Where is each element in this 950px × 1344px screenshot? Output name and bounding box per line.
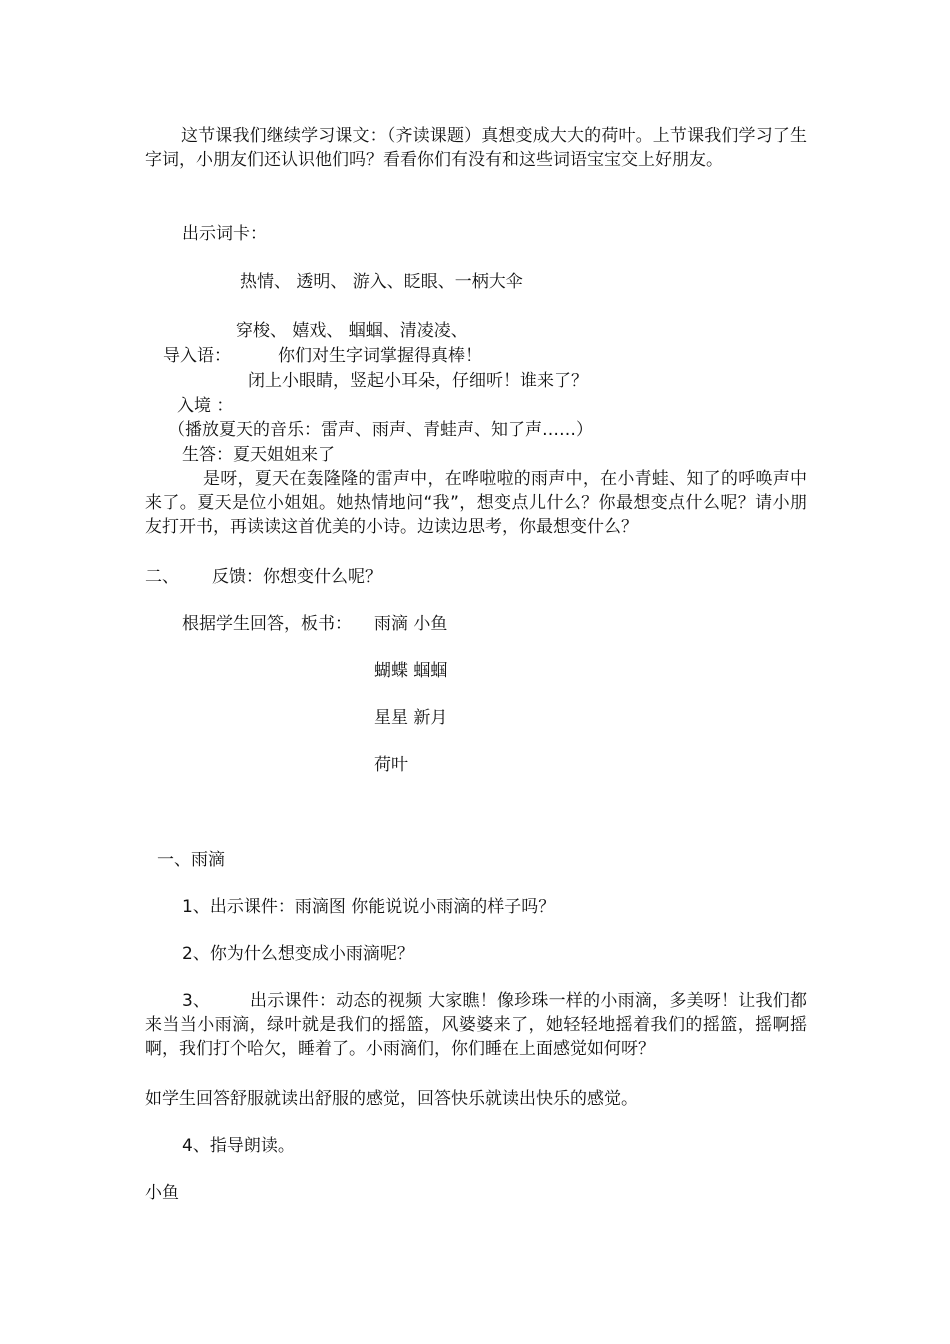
- item-4: 4、指导朗读。: [182, 1136, 295, 1156]
- item-2: 2、你为什么想变成小雨滴呢？: [182, 944, 414, 964]
- word-cards-row-1: 热情、 透明、 游入、眨眼、一柄大伞: [240, 272, 523, 292]
- item-3-paragraph: 出示课件：动态的视频 大家瞧！像珍珠一样的小雨滴，多美呀！让我们都来当当小雨滴，绿叶就是我们的摇篮，风婆婆来了，她轻轻地摇着我们的摇篮，摇啊摇啊，我们打个哈欠，睡着了。小雨滴们，你们睡在上面感觉如何呀？: [145, 991, 807, 1059]
- section-2-number: 二、: [145, 567, 179, 587]
- board-line-3: 星星 新月: [374, 708, 448, 728]
- section-2-heading: 反馈：你想变什么呢？: [212, 567, 382, 587]
- student-answer-line: 生答：夏天姐姐来了: [182, 445, 335, 465]
- word-cards-row-2: 穿梭、 嬉戏、 蝈蝈、清凌凌、: [236, 321, 468, 341]
- section-1-heading: 一、雨滴: [157, 850, 225, 870]
- item-3-number: 3、: [182, 991, 210, 1011]
- board-label: 根据学生回答，板书：: [182, 614, 352, 634]
- summer-paragraph: 是呀，夏天在轰隆隆的雷声中，在哗啦啦的雨声中，在小青蛙、知了的呼唤声中来了。夏天是位小姐姐。她热情地问“我”，想变点儿什么？你最想变点什么呢？请小朋友打开书，再读读这首优美的小诗。边读边思考，你最想变什么？: [145, 469, 807, 537]
- music-line: （播放夏天的音乐：雷声、雨声、青蛙声、知了声……）: [168, 420, 593, 440]
- intro-text-2: 闭上小眼睛，竖起小耳朵，仔细听！谁来了？: [248, 371, 588, 391]
- board-line-4: 荷叶: [374, 755, 408, 775]
- item-1: 1、出示课件：雨滴图 你能说说小雨滴的样子吗？: [182, 897, 556, 917]
- word-cards-label: 出示词卡：: [182, 224, 267, 244]
- intro-label: 导入语：: [163, 346, 231, 366]
- board-line-1: 雨滴 小鱼: [374, 614, 448, 634]
- fish-heading: 小鱼: [145, 1183, 179, 1203]
- reading-guidance: 如学生回答舒服就读出舒服的感觉，回答快乐就读出快乐的感觉。: [145, 1089, 638, 1109]
- intro-paragraph: 这节课我们继续学习课文：（齐读课题）真想变成大大的荷叶。上节课我们学习了生字词，小朋友们还认识他们吗？看看你们有没有和这些词语宝宝交上好朋友。: [145, 126, 807, 170]
- enter-scene-label: 入境 ：: [177, 396, 234, 416]
- intro-text: 你们对生字词掌握得真棒！: [278, 346, 482, 366]
- board-line-2: 蝴蝶 蝈蝈: [374, 661, 448, 681]
